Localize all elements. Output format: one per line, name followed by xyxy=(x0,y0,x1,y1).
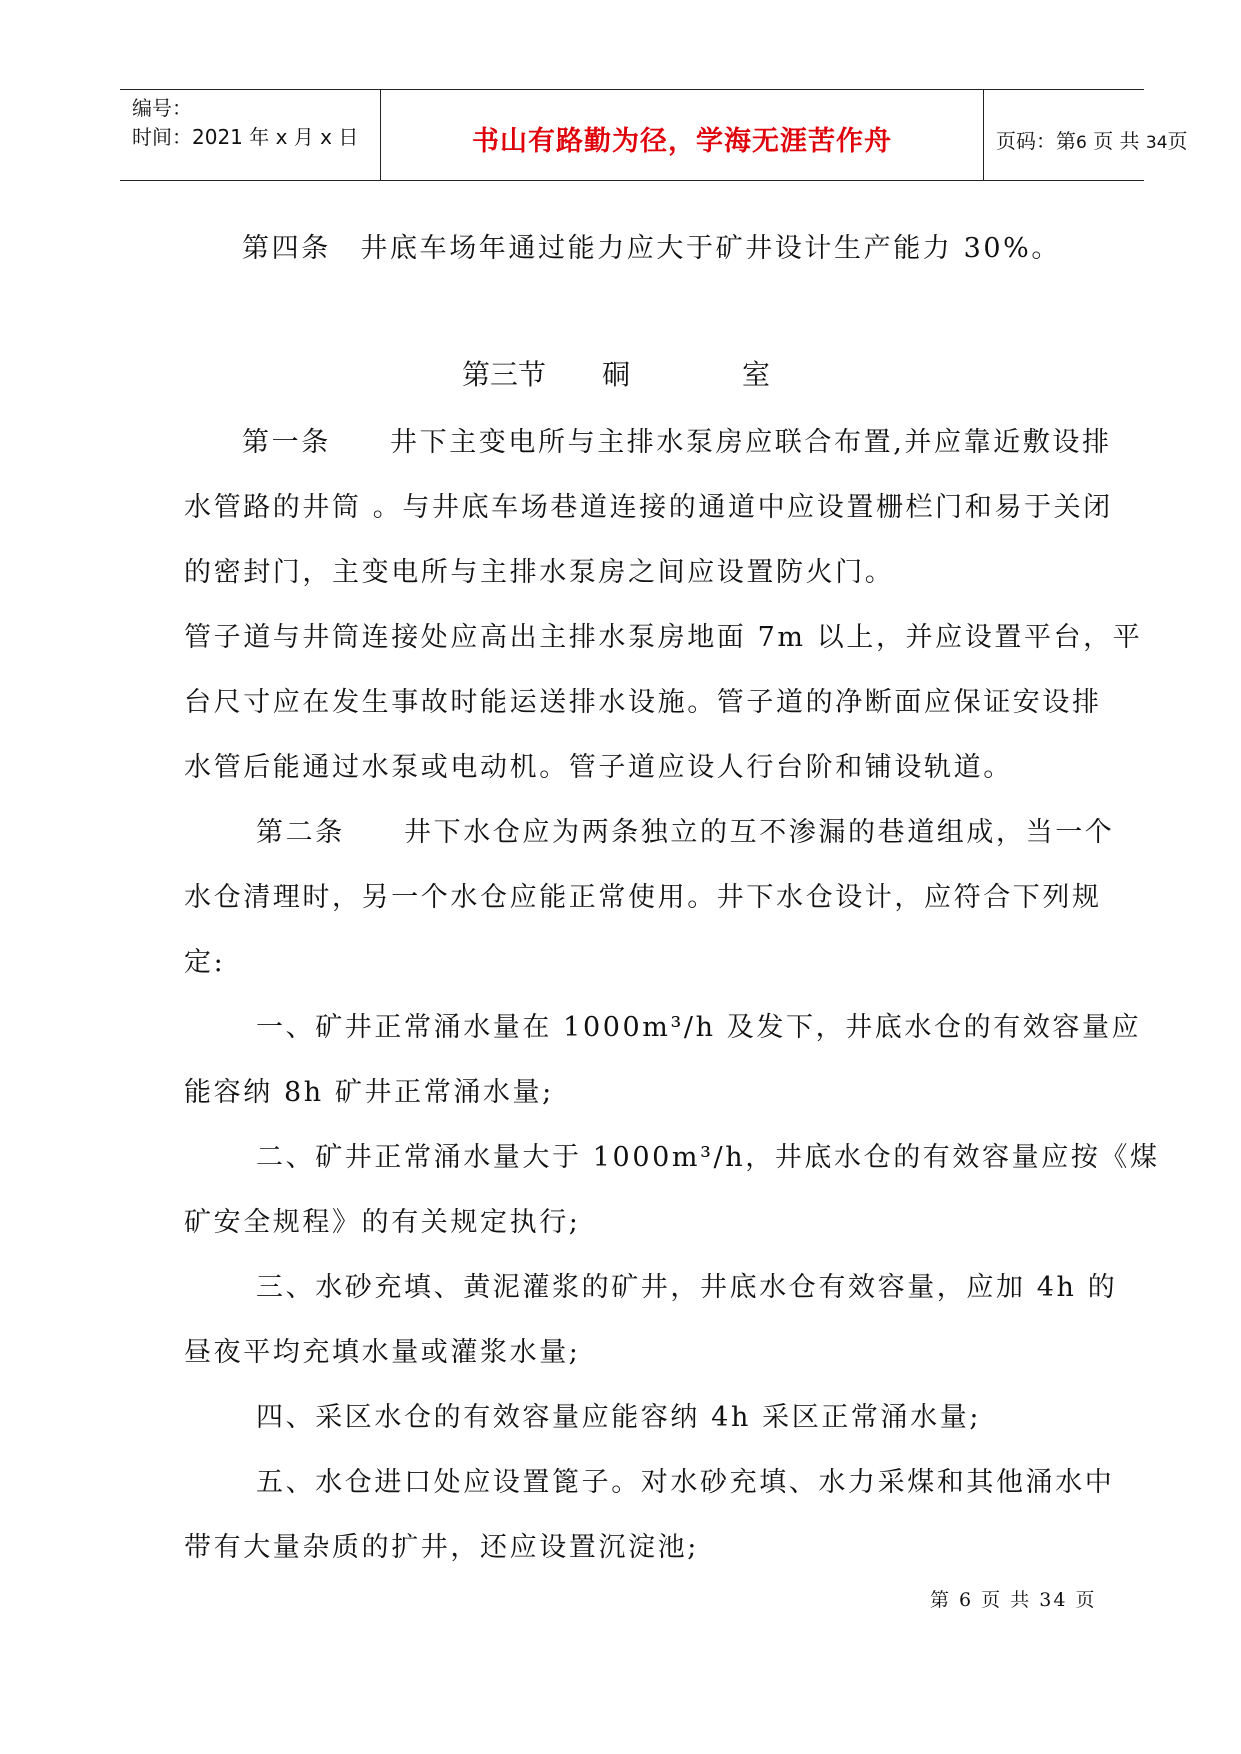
header-meta-cell xyxy=(120,90,380,180)
paragraph-line: 矿安全规程》的有关规定执行; xyxy=(184,1207,581,1238)
paragraph-line: 第一条 井下主变电所与主排水泵房应联合布置,并应靠近敷设排 xyxy=(242,427,1112,458)
page-header xyxy=(120,89,1188,181)
page-suffix: 页 xyxy=(1167,129,1188,153)
paragraph-line: 定: xyxy=(184,947,226,978)
page-current: 6 xyxy=(1076,133,1087,153)
serial-number-label: 编号： xyxy=(132,96,192,120)
paragraph-line: 带有大量杂质的扩井，还应设置沉淀池; xyxy=(184,1532,699,1563)
list-item: 一、矿井正常涌水量在 1000m³/h 及发下，井底水仓的有效容量应 xyxy=(256,1012,1142,1043)
date-label: 时间：2021 年 x 月 x 日 xyxy=(132,125,359,149)
paragraph-line: 能容纳 8h 矿井正常涌水量; xyxy=(184,1077,554,1108)
paragraph-line: 水管路的井筒 。与井底车场巷道连接的通道中应设置栅栏门和易于关闭 xyxy=(184,492,1113,523)
article-four: 第四条 井底车场年通过能力应大于矿井设计生产能力 30%。 xyxy=(242,233,1061,264)
list-item: 三、水砂充填、黄泥灌浆的矿井，井底水仓有效容量，应加 4h 的 xyxy=(256,1272,1118,1303)
page-mid: 页 共 xyxy=(1093,129,1140,153)
list-item: 二、矿井正常涌水量大于 1000m³/h，井底水仓的有效容量应按《煤 xyxy=(256,1142,1160,1173)
paragraph-line: 台尺寸应在发生事故时能运送排水设施。管子道的净断面应保证安设排 xyxy=(184,687,1102,718)
list-item: 五、水仓进口处应设置篦子。对水砂充填、水力采煤和其他涌水中 xyxy=(256,1467,1115,1498)
motto-cell xyxy=(380,90,984,180)
paragraph-line: 的密封门，主变电所与主排水泵房之间应设置防火门。 xyxy=(184,557,895,588)
paragraph-line: 水仓清理时，另一个水仓应能正常使用。井下水仓设计，应符合下列规 xyxy=(184,882,1102,913)
paragraph-line: 管子道与井筒连接处应高出主排水泵房地面 7m 以上，并应设置平台，平 xyxy=(184,622,1143,653)
section-title: 第三节 硐 室 xyxy=(462,358,771,391)
paragraph-line: 水管后能通过水泵或电动机。管子道应设人行台阶和铺设轨道。 xyxy=(184,752,1013,783)
page-footer: 第 6 页 共 34 页 xyxy=(930,1589,1097,1611)
list-item: 四、采区水仓的有效容量应能容纳 4h 采区正常涌水量; xyxy=(256,1402,982,1433)
paragraph-line: 第二条 井下水仓应为两条独立的互不渗漏的巷道组成，当一个 xyxy=(256,817,1115,848)
paragraph-line: 昼夜平均充填水量或灌浆水量; xyxy=(184,1337,581,1368)
motto-text: 书山有路勤为径，学海无涯苦作舟 xyxy=(472,126,892,157)
page-total: 34 xyxy=(1145,133,1168,153)
page-prefix: 页码：第 xyxy=(996,129,1076,153)
page-number-cell xyxy=(984,90,1188,180)
